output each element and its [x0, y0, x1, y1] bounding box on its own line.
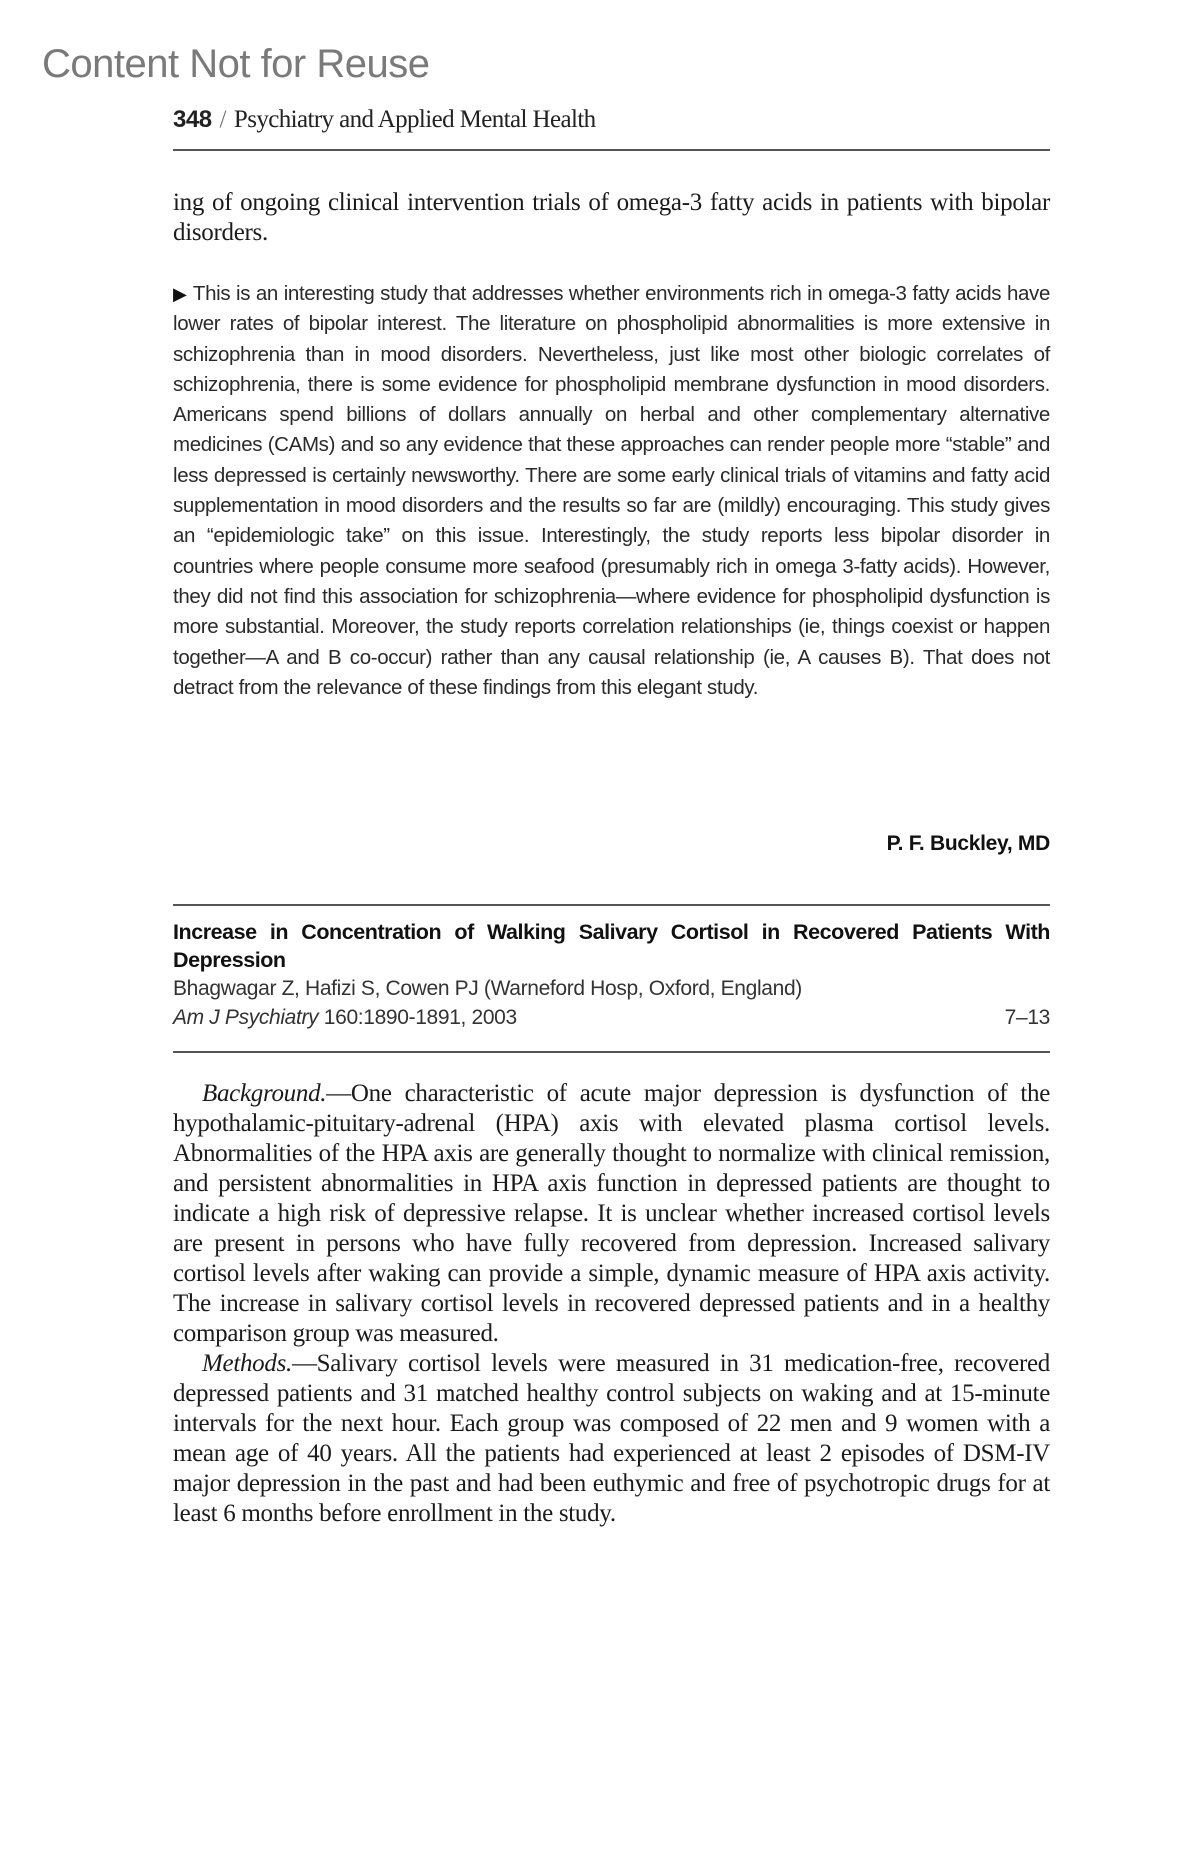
- running-head: [173, 106, 1050, 134]
- background-label: Background.: [202, 1080, 327, 1107]
- article-authors: Bhagwagar Z, Hafizi S, Cowen PJ (Warneford Hosp, Oxford, England): [173, 977, 802, 1000]
- article-number: 7–13: [1004, 1006, 1050, 1029]
- page-number: 348: [173, 106, 212, 133]
- journal-citation: 160:1890-1891, 2003: [323, 1006, 517, 1029]
- methods-label: Methods.: [202, 1350, 292, 1377]
- article-bottom-rule: [173, 1051, 1050, 1053]
- commentary-signature: P. F. Buckley, MD: [886, 832, 1050, 855]
- right-triangle-icon: ▶: [173, 284, 187, 304]
- separator: /: [219, 106, 226, 133]
- background-paragraph: [173, 1079, 1050, 1349]
- article-title: Increase in Concentration of Walking Salivary Cortisol in Recovered Patients With Depression: [173, 920, 1050, 972]
- article-header: [173, 918, 1050, 1032]
- abstract: [173, 1079, 1050, 1529]
- methods-paragraph: [173, 1349, 1050, 1529]
- commentary: [173, 279, 1050, 703]
- background-text: —One characteristic of acute major depression is dysfunction of the hypothalamic-pituitary-adrenal (HPA) axis with elevated plasma cortisol levels. Abnormalities of the HPA axis are generally thought to normalize with clinical remission, and persistent abnormalities in HPA axis function in depressed patients are thought to indicate a high risk of depressive relapse. It is unclear whether increased cortisol levels are present in persons who have fully recovered from depression. Increased salivary cortisol levels after waking can provide a simple, dynamic measure of HPA axis activity. The increase in salivary cortisol levels in recovered depressed patients and in a healthy comparison group was measured.: [173, 1080, 1050, 1347]
- journal-name: Am J Psychiatry: [173, 1006, 319, 1029]
- header-rule: [173, 149, 1050, 151]
- article-top-rule: [173, 904, 1050, 906]
- watermark: Content Not for Reuse: [42, 42, 430, 86]
- book-title: Psychiatry and Applied Mental Health: [233, 106, 596, 133]
- methods-text: —Salivary cortisol levels were measured in 31 medication-free, recovered depressed patients and 31 matched healthy control subjects on waking and at 15-minute intervals for the next hour. Each group was composed of 22 men and 9 women with a mean age of 40 years. All the patients had experienced at least 2 episodes of DSM-IV major depression in the past and had been euthymic and free of psychotropic drugs for at least 6 months before enrollment in the study.: [173, 1350, 1050, 1527]
- continuation-text: ing of ongoing clinical intervention trials of omega-3 fatty acids in patients with bipolar disorders.: [173, 189, 1050, 246]
- article-authors-line: [173, 974, 1050, 1003]
- commentary-text: This is an interesting study that addresses whether environments rich in omega-3 fatty acids have lower rates of bipolar interest. The literature on phospholipid abnormalities is more extensive in schizophrenia than in mood disorders. Nevertheless, just like most other biologic correlates of schizophrenia, there is some evidence for phospholipid membrane dysfunction in mood disorders. Americans spend billions of dollars annually on herbal and other complementary alternative medicines (CAMs) and so any evidence that these approaches can render people more “stable” and less depressed is certainly newsworthy. There are some early clinical trials of vitamins and fatty acid supplementation in mood disorders and the results so far are (mildly) encouraging. This study gives an “epidemiologic take” on this issue. Interestingly, the study reports less bipolar disorder in countries where people consume more seafood (presumably rich in omega 3-fatty acids). However, they did not find this association for schizophrenia—where evidence for phospholipid dysfunction is more substantial. Moreover, the study reports correlation relationships (ie, things coexist or happen together—A and B co-occur) rather than any causal relationship (ie, A causes B). That does not detract from the relevance of these findings from this elegant study.: [173, 282, 1050, 699]
- article-citation-line: [173, 1003, 1050, 1032]
